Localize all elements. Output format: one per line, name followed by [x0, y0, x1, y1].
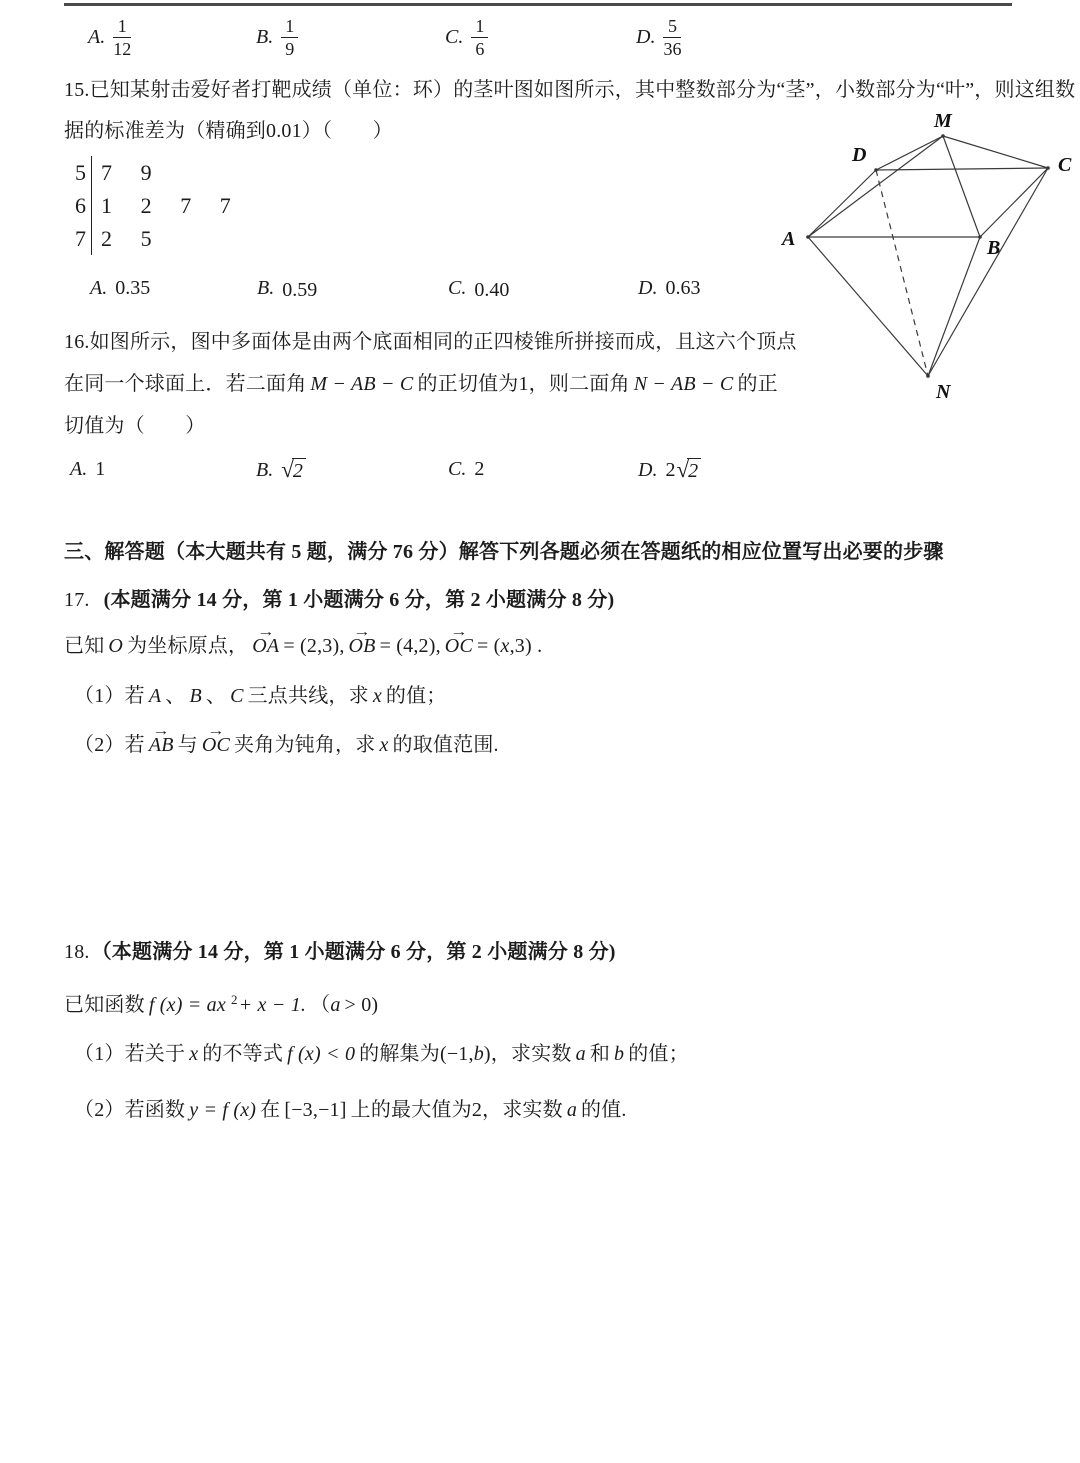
text-segment: 在 [260, 1099, 281, 1121]
math-fx-rest: + x − 1. [238, 994, 307, 1016]
sqrt-expression [676, 458, 701, 483]
math-x: x [189, 1043, 199, 1065]
option-label: C. [445, 26, 464, 49]
option-b [256, 458, 306, 483]
score-note: （本题满分 14 分，第 1 小题满分 6 分，第 2 小题满分 8 分) [91, 941, 616, 963]
fraction-denominator: 9 [285, 39, 295, 60]
text-segment: 的解集为 [359, 1043, 440, 1065]
vector-OA: → OA [252, 632, 279, 660]
math-dihedral-M-AB-C: M − AB − C [310, 373, 414, 395]
option-label: A. [90, 277, 108, 299]
option-label: A. [88, 26, 106, 49]
option-label: A. [70, 458, 88, 480]
option-a [88, 16, 131, 59]
fraction-denominator: 6 [475, 39, 485, 60]
math-a: a [575, 1043, 586, 1065]
q18-sub1 [74, 1040, 689, 1068]
math-O: O [108, 635, 124, 657]
top-divider-rule [64, 3, 1012, 6]
option-d [636, 16, 681, 59]
q18-sub2 [74, 1096, 627, 1124]
q17-header [64, 586, 614, 614]
math-fx: f (x) = ax [148, 994, 226, 1016]
text-segment: （2）若函数 [74, 1099, 186, 1121]
text-segment: 的不等式 [202, 1043, 284, 1065]
fraction-numerator: 1 [113, 16, 131, 38]
text-segment: 夹角为钝角，求 [234, 734, 376, 756]
stem-leaf-plot [66, 156, 231, 255]
fraction-numerator: 1 [471, 16, 488, 38]
math-fx-inequality: f (x) < 0 [287, 1043, 356, 1065]
option-label: D. [636, 26, 656, 49]
option-label: D. [638, 277, 658, 299]
math-a: a [330, 994, 341, 1016]
math-x: x [500, 635, 510, 657]
text-segment: 的正 [737, 373, 778, 395]
question-number: 17. [64, 589, 90, 611]
text-segment: 的值； [385, 685, 447, 707]
text-segment: 三点共线，求 [247, 685, 369, 707]
text-segment: 、 [165, 685, 186, 707]
stem-value: 5 [66, 156, 92, 189]
text-segment: 已知 [64, 635, 105, 657]
math-y-fx: y = f (x) [189, 1099, 257, 1121]
option-a [70, 458, 105, 481]
text-segment: 的取值范围. [392, 734, 499, 756]
math-eq: = ( [476, 635, 501, 657]
math-x: x [372, 685, 382, 707]
polyhedron-figure [778, 103, 1078, 403]
vector-OC: → OC [445, 632, 473, 660]
fraction [113, 16, 131, 59]
option-label: B. [256, 459, 274, 481]
text-segment: 的正切值为1，则二面角 [417, 373, 630, 395]
prev-question-options-row [0, 16, 1080, 68]
option-label: B. [256, 26, 274, 49]
math-a: a [566, 1099, 578, 1121]
math-b: b [473, 1043, 484, 1065]
option-value: 0.35 [115, 277, 151, 299]
question-number: 18. [64, 941, 90, 963]
option-label: B. [257, 276, 275, 299]
text-segment: 和 [589, 1043, 611, 1065]
q17-sub1 [74, 682, 447, 710]
q17-sub2 [74, 731, 499, 759]
q17-given [64, 632, 542, 660]
option-a [90, 277, 150, 300]
text-segment: 已知函数 [64, 994, 145, 1016]
vector-OC: → OC [202, 731, 230, 759]
option-label: C. [448, 276, 467, 299]
vector-OB: → OB [349, 632, 376, 660]
vertex-label-N: N [936, 381, 951, 403]
sqrt-expression [281, 458, 306, 483]
math-exponent: 2 [230, 992, 238, 1007]
vertex-label-C: C [1058, 154, 1072, 176]
radical-sign-icon: √ [281, 457, 294, 482]
q18-header [64, 938, 616, 966]
radicand: 2 [687, 458, 701, 483]
option-b [257, 274, 317, 302]
fraction-denominator: 36 [663, 39, 682, 60]
fraction-denominator: 12 [113, 39, 132, 60]
stem-value: 7 [66, 222, 92, 255]
text-segment: 的值； [628, 1043, 689, 1065]
coefficient: 2 [665, 459, 676, 481]
option-c [445, 16, 488, 59]
stem-value: 6 [66, 189, 92, 222]
vector-AB: → AB [149, 731, 174, 759]
math-b: b [614, 1043, 625, 1065]
option-d [638, 277, 700, 300]
option-value: 0.63 [665, 277, 701, 299]
fraction-numerator: 5 [663, 16, 681, 38]
option-label: D. [638, 459, 658, 481]
text-segment: 、 [205, 685, 227, 707]
math-eq: ,3) . [509, 635, 543, 657]
q16-text-line2 [64, 370, 778, 398]
option-d [638, 458, 701, 483]
math-condition: > 0) [344, 994, 379, 1016]
text-segment: 上的最大值为2，求实数 [350, 1099, 563, 1121]
fraction [471, 16, 488, 59]
section3-header: 三、解答题（本大题共有 5 题，满分 76 分）解答下列各题必须在答题纸的相应位置写出必要的步骤 [64, 541, 944, 563]
leaf-values: 2 5 [101, 226, 152, 251]
option-value: 1 [95, 458, 106, 480]
q16-text-line3: 切值为（ ） [64, 415, 206, 437]
score-note: (本题满分 14 分，第 1 小题满分 6 分，第 2 小题满分 8 分) [103, 589, 615, 611]
stem-leaf-row [66, 156, 231, 189]
text-segment: 为坐标原点， [127, 635, 249, 657]
q16-options-row [0, 458, 1080, 492]
option-value: 2 [474, 458, 485, 480]
text-segment: （ [310, 994, 331, 1016]
q15-text-line2: 据的标准差为（精确到0.01）（ ） [64, 120, 393, 142]
leaf-values: 7 9 [101, 160, 152, 185]
q18-given [64, 986, 378, 1019]
stem-leaf-row [66, 222, 231, 255]
text-segment: （2）若 [74, 734, 145, 756]
fraction-numerator: 1 [281, 16, 298, 38]
radical-sign-icon: √ [676, 457, 690, 482]
option-label: C. [448, 458, 467, 480]
math-A: A [148, 685, 162, 707]
fraction [663, 16, 681, 59]
math-interval: [−3,−1] [284, 1099, 347, 1121]
text-segment: 与 [177, 734, 198, 756]
math-eq: = (2,3), [283, 635, 345, 657]
math-B: B [189, 685, 202, 707]
option-c [448, 274, 509, 302]
math-set-close: ) [483, 1043, 491, 1065]
math-set-open: (−1, [439, 1043, 474, 1065]
vertex-label-M: M [934, 110, 952, 132]
fraction [281, 16, 298, 59]
text-segment: ，求实数 [490, 1043, 572, 1065]
radicand: 2 [292, 458, 306, 483]
vertex-label-D: D [852, 144, 867, 166]
option-c [448, 458, 484, 481]
vertex-label-A: A [782, 228, 796, 250]
math-C: C [230, 685, 244, 707]
q16-text-line1: 16.如图所示，图中多面体是由两个底面相同的正四棱锥所拼接而成，且这六个顶点 [64, 331, 797, 353]
text-segment: （1）若关于 [74, 1043, 186, 1065]
text-segment: 在同一个球面上．若二面角 [64, 373, 307, 395]
text-segment: （1）若 [74, 685, 145, 707]
stem-leaf-row [66, 189, 231, 222]
vertex-label-B: B [987, 237, 1001, 259]
option-value: 0.40 [474, 279, 510, 301]
q15-text-line1: 15.已知某射击爱好者打靶成绩（单位：环）的茎叶图如图所示，其中整数部分为“茎”，小数部分为“叶”，则这组数 [64, 79, 1076, 101]
math-eq: = (4,2), [379, 635, 441, 657]
text-segment: 的值. [581, 1099, 627, 1121]
math-dihedral-N-AB-C: N − AB − C [633, 373, 734, 395]
math-x: x [379, 734, 389, 756]
option-b [256, 16, 298, 59]
leaf-values: 1 2 7 7 [101, 193, 231, 218]
option-value: 0.59 [282, 279, 318, 301]
